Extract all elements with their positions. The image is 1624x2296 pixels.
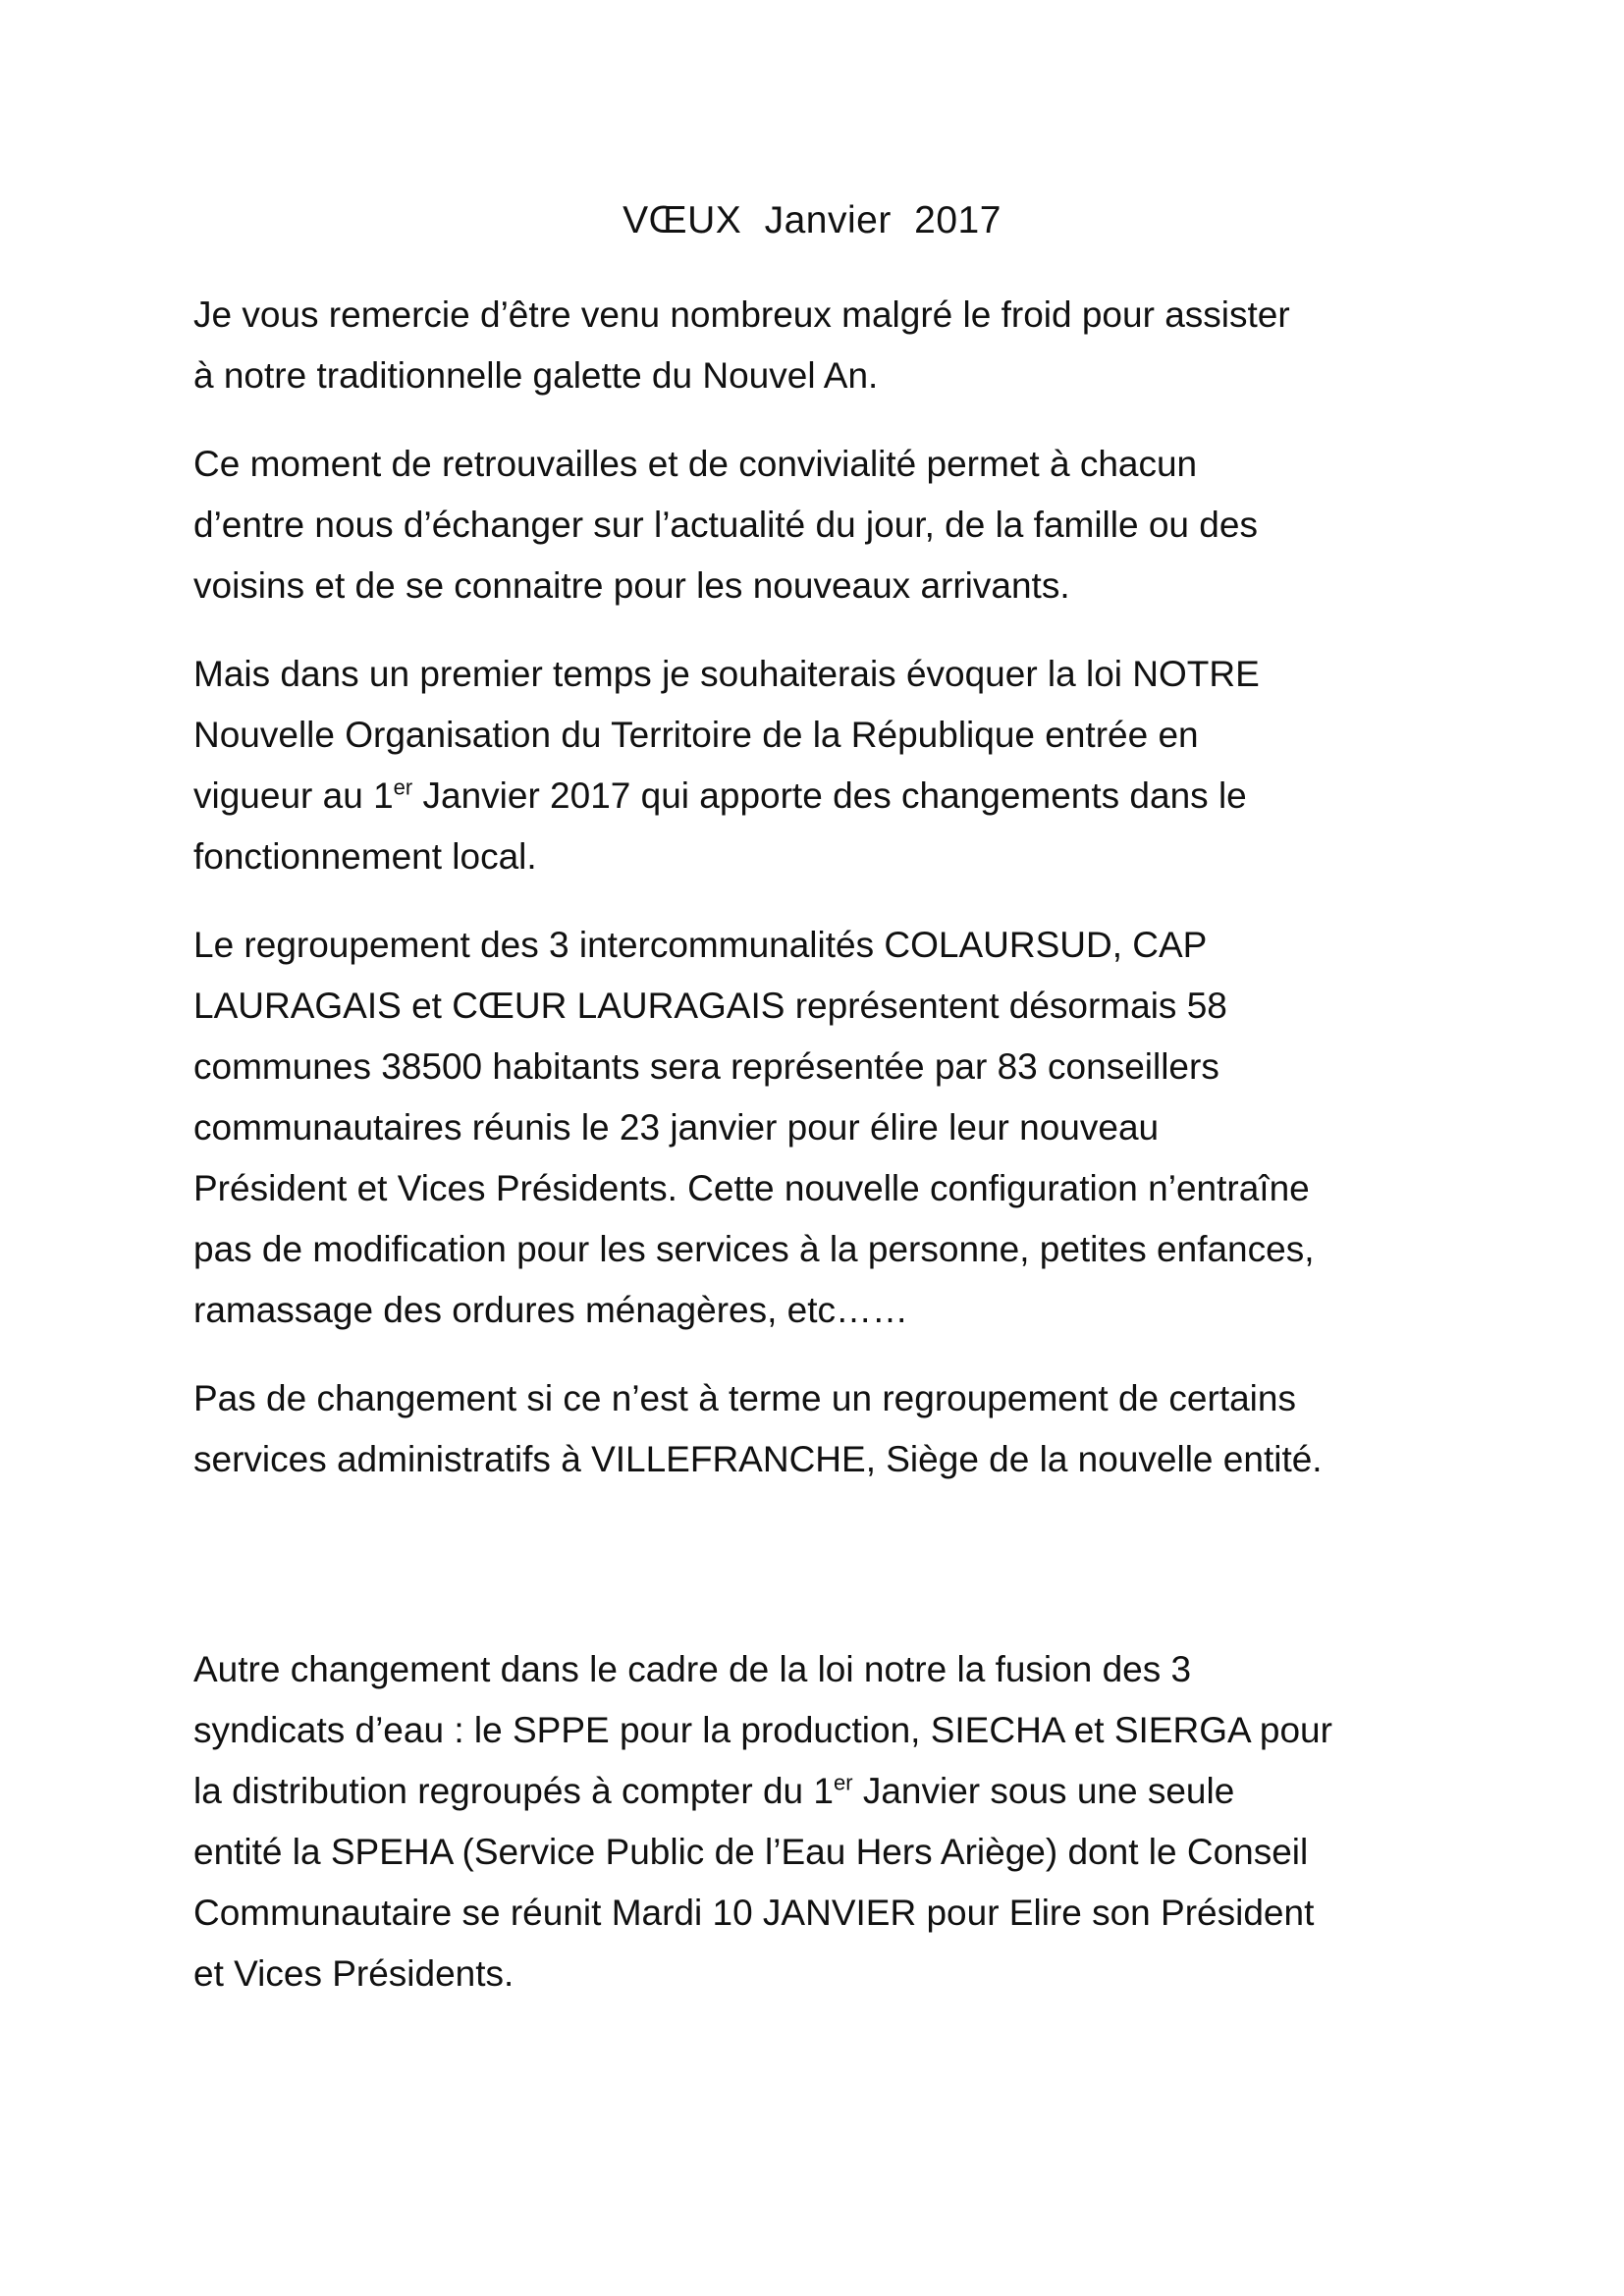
text-line: Le regroupement des 3 intercommunalités COLAURSUD, CAP (193, 925, 1208, 965)
text-line: Ce moment de retrouvailles et de convivialité permet à chacun (193, 444, 1198, 484)
text-line: Mais dans un premier temps je souhaiterais évoquer la loi NOTRE (193, 654, 1260, 694)
text-line: ramassage des ordures ménagères, etc…… (193, 1290, 909, 1330)
paragraph-1 (193, 285, 1470, 406)
paragraph-5 (193, 1368, 1470, 1490)
text-segment: la distribution regroupés à compter du 1 (193, 1771, 834, 1811)
text-line: Président et Vices Présidents. Cette nouvelle configuration n’entraîne (193, 1168, 1310, 1208)
text-line: fonctionnement local. (193, 836, 537, 877)
text-line: d’entre nous d’échanger sur l’actualité du jour, de la famille ou des (193, 505, 1258, 545)
text-line: Communautaire se réunit Mardi 10 JANVIER pour Elire son Président (193, 1893, 1315, 1933)
ordinal-superscript: er (393, 774, 413, 800)
text-line: Je vous remercie d’être venu nombreux malgré le froid pour assister (193, 294, 1290, 335)
paragraph-6 (193, 1639, 1470, 2004)
text-line: communautaires réunis le 23 janvier pour élire leur nouveau (193, 1107, 1160, 1148)
text-segment: vigueur au 1 (193, 775, 394, 816)
text-line: entité la SPEHA (Service Public de l’Eau Hers Ariège) dont le Conseil (193, 1832, 1309, 1872)
text-segment: Janvier 2017 qui apporte des changements dans le (412, 775, 1247, 816)
text-line: Nouvelle Organisation du Territoire de la République entrée en (193, 715, 1199, 755)
document-body (193, 285, 1470, 2032)
ordinal-superscript: er (833, 1770, 853, 1795)
text-line: communes 38500 habitants sera représentée par 83 conseillers (193, 1046, 1219, 1087)
text-line: et Vices Présidents. (193, 1953, 514, 1994)
paragraph-2 (193, 434, 1470, 616)
paragraph-3 (193, 644, 1470, 887)
text-line: à notre traditionnelle galette du Nouvel An. (193, 355, 879, 396)
text-segment: Janvier sous une seule (852, 1771, 1235, 1811)
text-line (193, 1761, 1470, 1822)
text-line: services administratifs à VILLEFRANCHE, Siège de la nouvelle entité. (193, 1439, 1323, 1479)
text-line: voisins et de se connaitre pour les nouveaux arrivants. (193, 565, 1070, 606)
text-line: syndicats d’eau : le SPPE pour la production, SIECHA et SIERGA pour (193, 1710, 1332, 1750)
text-line: pas de modification pour les services à la personne, petites enfances, (193, 1229, 1315, 1269)
text-line: LAURAGAIS et CŒUR LAURAGAIS représentent désormais 58 (193, 986, 1227, 1026)
text-line: Autre changement dans le cadre de la loi notre la fusion des 3 (193, 1649, 1192, 1689)
paragraph-spacer (193, 1518, 1470, 1639)
text-line (193, 766, 1470, 827)
text-line: Pas de changement si ce n’est à terme un regroupement de certains (193, 1378, 1296, 1418)
paragraph-4 (193, 915, 1470, 1341)
document-title: VŒUX Janvier 2017 (623, 199, 1001, 241)
